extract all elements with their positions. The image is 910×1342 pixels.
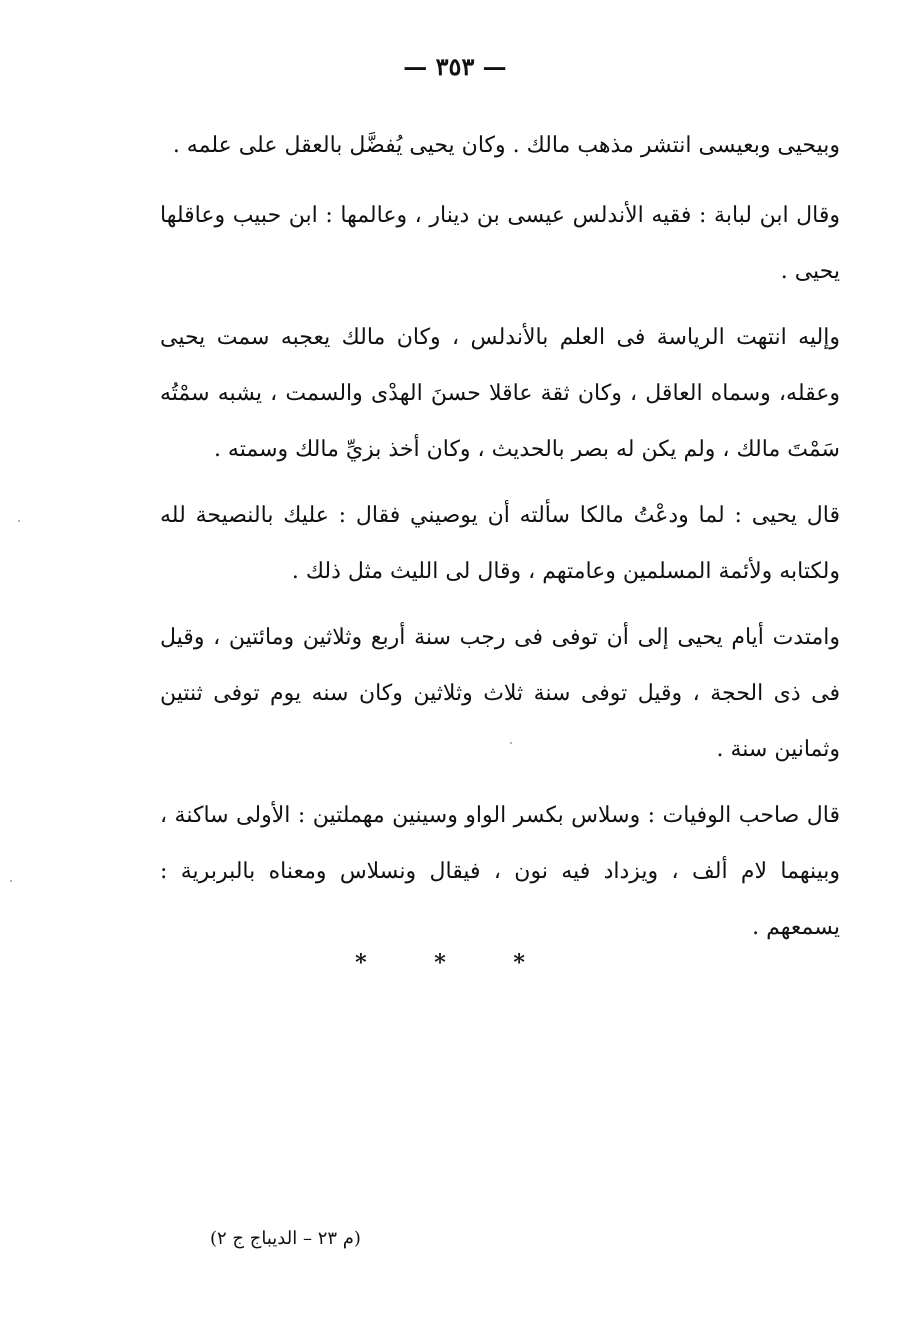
body-text (160, 118, 840, 966)
footer-signature: (م ٢٣ – الديباج ج ٢) (210, 1228, 361, 1249)
section-separator: * * * (355, 950, 555, 976)
paragraph-3: وإليه انتهت الرياسة فى العلم بالأندلس ، وكان مالك يعجبه سمت يحيى وعقله، وسماه العاقل ، وكان ثقة عاقلا حسنَ الهدْى والسمت ، يشبه سمْتُه سَمْتَ مالك ، ولم يكن له بصر بالحديث ، وكان أخذ بزيِّ مالك وسمته . (160, 325, 840, 462)
paragraph-6: قال صاحب الوفيات : وسلاس بكسر الواو وسينين مهملتين : الأولى ساكنة ، وبينهما لام ألف ، ويزداد فيه نون ، فيقال ونسلاس ومعناه بالبربرية : يسمعهم . (160, 803, 840, 940)
paragraph-1: وبيحيى وبعيسى انتشر مذهب مالك . وكان يحيى يُفضَّل بالعقل على علمه . (172, 133, 840, 158)
paragraph-4: قال يحيى : لما ودعْتُ مالكا سألته أن يوصيني فقال : عليك بالنصيحة لله ولكتابه ولأئمة المسلمين وعامتهم ، وقال لى الليث مثل ذلك . (160, 503, 840, 584)
scan-speck (510, 742, 512, 744)
page-number: — ٣٥٣ — (403, 52, 507, 81)
scan-speck (18, 520, 20, 522)
scan-speck (10, 880, 12, 882)
paragraph-2: وقال ابن لبابة : فقيه الأندلس عيسى بن دينار ، وعالمها : ابن حبيب وعاقلها يحيى . (160, 203, 840, 284)
paragraph-5: وامتدت أيام يحيى إلى أن توفى فى رجب سنة أربع وثلاثين ومائتين ، وقيل فى ذى الحجة ، وقيل توفى سنة ثلاث وثلاثين وكان سنه يوم توفى ثنتين وثمانين سنة . (160, 625, 840, 762)
